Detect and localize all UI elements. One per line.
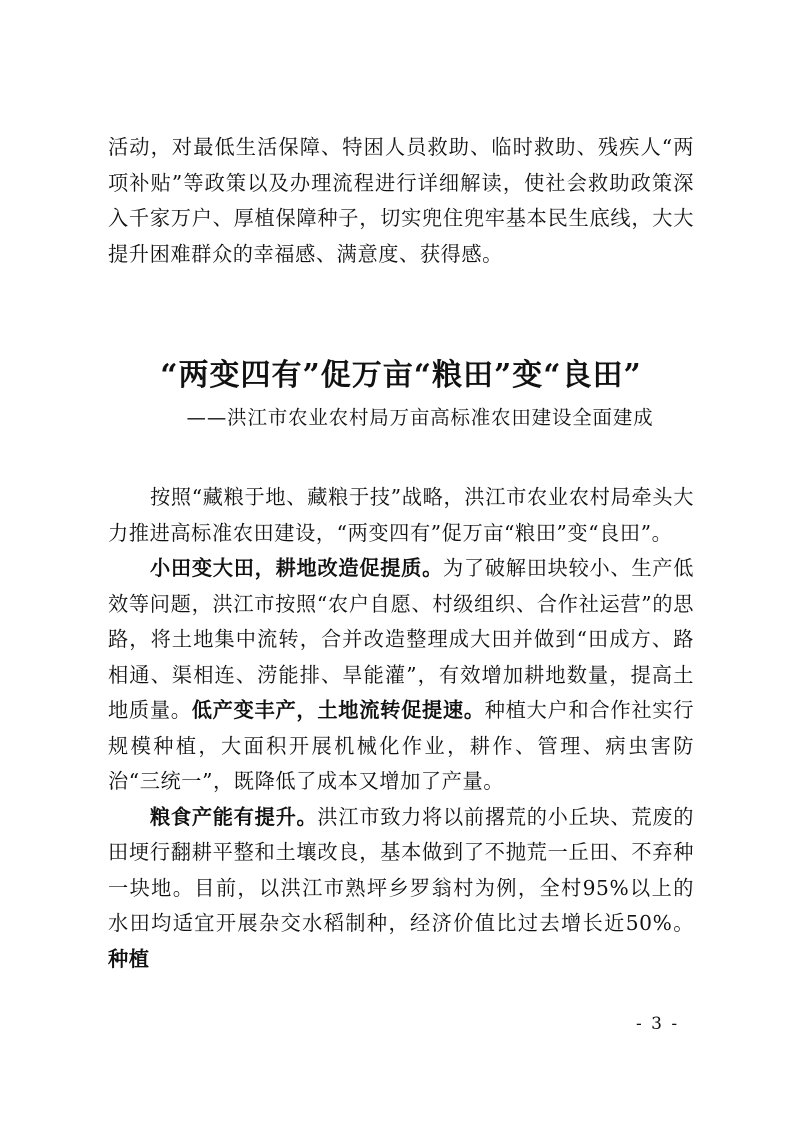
body-paragraph-1 [108,551,694,800]
page-number: - 3 - [636,1014,680,1034]
article-subtitle: ——洪江市农业农村局万亩高标准农田建设全面建成 [186,406,654,429]
article-title: “两变四有”促万亩“粮田”变“良田” [160,358,642,393]
paragraph-text: 为了破解田块较小、生产低效等问题，洪江市按照“农户自愿、村级组织、合作社运营”的思路，将土地集中流转，合并改造整理成大田并做到“田成方、路相通、渠相连、涝能排、旱能灌”，有效增加耕地数量，提高土地质量。 [108,556,694,722]
paragraph-lead-heading: 种植 [108,946,150,971]
article-body [108,480,694,977]
paragraph-text: 种植大户和合作社实行规模种植，大面积开展机械化作业，耕作、管理、病虫害防治“三统一”，既降低了成本又增加了产量。 [108,698,694,793]
paragraph-text: 洪江市致力将以前撂荒的小丘块、荒废的田埂行翻耕平整和土壤改良，基本做到了不抛荒一丘田、不弃种一块地。目前，以洪江市熟坪乡罗翁村为例，全村95%以上的水田均适宜开展杂交水稻制种，经济价值比过去增长近50%。 [108,804,694,935]
continued-paragraph: 活动，对最低生活保障、特困人员救助、临时救助、残疾人“两项补贴”等政策以及办理流程进行详细解读，使社会救助政策深入千家万户、厚植保障种子，切实兜住兜牢基本民生底线，大大提升困难群众的幸福感、满意度、获得感。 [108,135,694,266]
body-paragraph-2 [108,800,694,978]
intro-paragraph: 按照“藏粮于地、藏粮于技”战略，洪江市农业农村局牵头大力推进高标准农田建设，“两变四有”促万亩“粮田”变“良田”。 [108,485,694,545]
paragraph-lead-heading: 粮食产能有提升。 [150,804,318,829]
continued-paragraph-block [108,130,694,272]
paragraph-lead-heading: 低产变丰产，土地流转促提速。 [191,698,485,722]
paragraph-lead-heading: 小田变大田，耕地改造促提质。 [150,556,443,580]
